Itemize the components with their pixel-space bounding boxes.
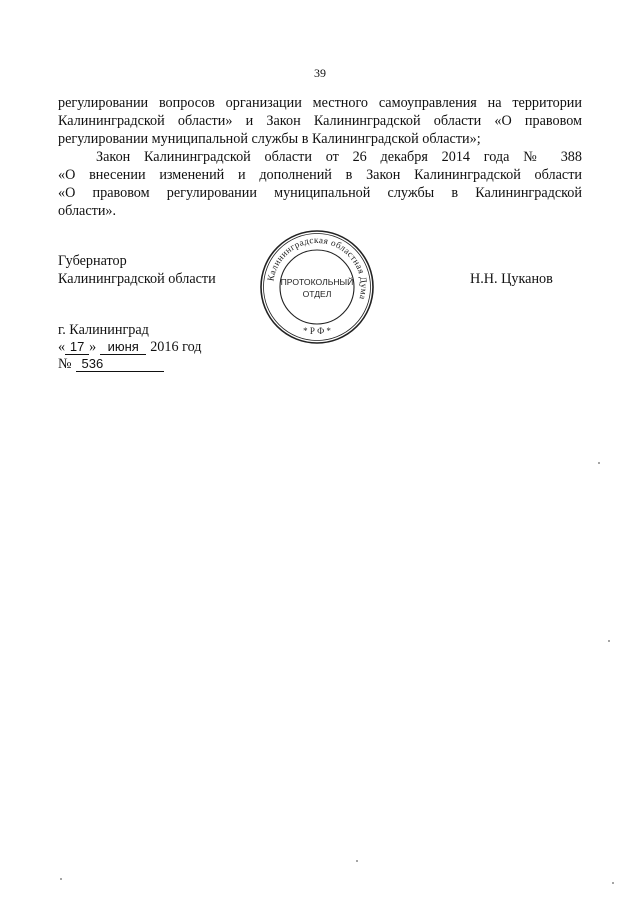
issuance-place: г. Калининград: [58, 322, 149, 338]
scan-speck: [612, 882, 614, 884]
paragraph-2: [58, 148, 582, 220]
number-label: №: [58, 356, 72, 372]
scan-speck: [60, 878, 62, 880]
issuance-number: [58, 356, 201, 373]
date-year: 2016 год: [150, 339, 202, 355]
paragraph-2-line: «О внесении изменений и дополнений в Закон Калининградской области: [58, 167, 582, 183]
paragraph-2-line: Закон Калининградской области от 26 декабря 2014 года № 388: [96, 149, 582, 165]
date-quote-open: «: [58, 339, 66, 355]
date-month: июня: [100, 339, 146, 355]
scan-speck: [608, 640, 610, 642]
stamp-inner-ring-b: [280, 250, 354, 324]
paragraph-2-line: «О правовом регулировании муниципальной службы в Калининградской: [58, 185, 582, 201]
protocol-department-stamp: [258, 228, 376, 346]
scan-speck: [356, 860, 358, 862]
stamp-ring-text: Калининградская областная Дума: [265, 234, 370, 301]
stamp-center-line2: ОТДЕЛ: [302, 289, 332, 299]
signatory-title-line: Губернатор: [58, 253, 127, 269]
paragraph-1-line: регулировании муниципальной службы в Калининградской области»;: [58, 131, 481, 147]
paragraph-1-line: Калининградской области» и Закон Калининградской области «О правовом: [58, 113, 582, 129]
signatory-title: [58, 252, 216, 288]
signatory-name: Н.Н. Цуканов: [470, 271, 553, 287]
paragraph-1: [58, 94, 582, 148]
signatory-title-line: Калининградской области: [58, 271, 216, 287]
issuance-block: [58, 322, 201, 373]
date-day: 17: [65, 339, 89, 355]
page-number: 39: [314, 66, 326, 80]
paragraph-2-line: области».: [58, 203, 117, 219]
number-value: 536: [76, 356, 164, 372]
paragraph-1-line: регулировании вопросов организации местного самоуправления на территории: [58, 95, 582, 111]
date-quote-close: »: [89, 339, 97, 355]
stamp-center-line1: ПРОТОКОЛЬНЫЙ: [280, 277, 354, 287]
scan-speck: [598, 462, 600, 464]
stamp-bottom-text: * Р Ф *: [303, 326, 331, 336]
issuance-date: [58, 339, 201, 356]
